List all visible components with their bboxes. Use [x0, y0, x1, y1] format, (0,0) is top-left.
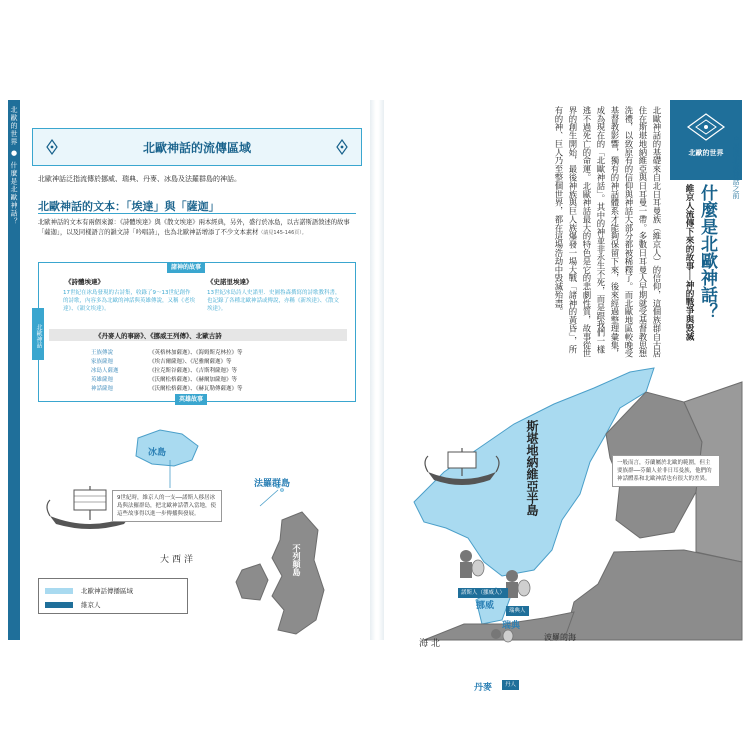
saga-works: 《英格林加薩迦》、《海姆斯克林拉》等 [149, 350, 243, 356]
saga-category: 英雄薩迦 [91, 377, 114, 383]
left-running-head: 北歐的世界 ● 什麼是北歐神話？ [10, 106, 18, 226]
scandinavia-map [384, 362, 742, 640]
saga-row [91, 358, 232, 367]
body-paragraph [38, 218, 356, 238]
saga-row [91, 367, 237, 376]
poetic-edda-title: 《詩體埃達》 [65, 278, 104, 286]
intro-text: 北歐神話泛指流傳於挪威、瑞典、丹麥、冰島及法羅群島的神話。 [38, 175, 241, 183]
saga-category: 冰島人薩迦 [91, 368, 119, 374]
norway-label: 挪威 [476, 601, 495, 611]
legend-label: 維京人 [81, 601, 101, 609]
subheading: 北歐神話的文本：「埃達」與「薩迦」 [38, 200, 220, 213]
iceland-note: 9世紀時，維京人的一支──諾斯人移居冰島與法羅群島，把北歐神話帶入當地，使這些故事得以進一步傳播與發展。 [112, 490, 222, 522]
left-page [8, 100, 370, 640]
legend-label: 北歐神話傳播區域 [81, 587, 133, 595]
saga-category: 家族薩迦 [91, 359, 114, 365]
heroes-tag: 英雄故事 [175, 394, 207, 405]
saga-works: 《沃爾松格薩迦》、《赫爾加薩迦》等 [149, 377, 238, 383]
sub-question: 維京人流傳下來的故事──神的戰爭與毀滅 [684, 184, 694, 341]
legend-swatch-viking [45, 602, 73, 608]
norse-people-tag: 諾斯人（挪威人） [458, 588, 508, 598]
swede-people-tag: 瑞典人 [506, 606, 529, 616]
subheading-rule [38, 213, 356, 214]
prose-edda-title: 《史諾里埃達》 [207, 278, 253, 286]
saga-row [91, 349, 243, 358]
saga-row [91, 385, 243, 394]
saga-row [91, 376, 237, 385]
section-title-box [32, 128, 362, 166]
legend-row [45, 600, 101, 609]
saga-works: 《沃爾松格薩迦》、《赫瓦勒傳薩迦》等 [149, 386, 243, 392]
saga-category: 王族傳說 [91, 350, 114, 356]
body-paragraph-text: 北歐神話的文本有兩個來源：《詩體埃達》與《散文埃達》兩本經典，另外，盛行於冰島，以古諾斯語敘述的故事「薩迦」，以及同樣語言的韻文詩「吟唱詩」，也為北歐神話增添了不少文本素材 [38, 219, 350, 236]
saga-works: 《拉克斯谷薩迦》、《吉斯利薩迦》等 [149, 368, 238, 374]
atlantic-label: 大西洋 [160, 555, 197, 565]
sweden-label: 瑞典 [502, 621, 521, 631]
peninsula-label: 斯堪地納維亞半島 [525, 420, 539, 516]
page-reference: （請見145-146頁）。 [258, 230, 307, 236]
left-side-strip [8, 100, 20, 640]
title-ornament-icon [337, 140, 347, 154]
poetic-edda-desc: 17世紀在冰島發現的古詩集，收錄了9～13世紀創作的詩歌，內容多為北歐的神話與英雄傳說，又稱《老埃達》、《韻文埃達》。 [63, 290, 196, 312]
panel-side-label: 北歐神話 [32, 308, 44, 360]
legend-swatch-area [45, 588, 73, 594]
map-legend [38, 578, 188, 614]
legend-row [45, 586, 133, 595]
sources-panel [38, 262, 356, 402]
main-question: 什麼是北歐神話？ [697, 184, 717, 320]
denmark-label: 丹麥 [474, 683, 493, 693]
north-sea-label: 北海 [417, 638, 439, 647]
saga-works: 《埃吉爾薩迦》、《尼雅爾薩迦》等 [149, 359, 232, 365]
body-text: 北歐神話的基礎來自北日耳曼族（維京人）的信仰，這個族群自古居住在斯堪地納維亞與日耳曼一帶。多數日耳曼人早期就受基督教思想洗禮，以致原有的信仰與神話大部分都被稀釋了。而北歐地區較晚受基督教影響，獨有的神話體系才能夠保留下來，後來經過整理彙集，成為現在的「北歐神話」。其中的神並非永生不死，而是跟我們一樣逃不過死亡的命運。北歐神話最大的特色是它的悲劇性質，故事從世界的創生開始，最後神族與巨人族爆發一場大戰「諸神的黃昏」，所有的神、巨人乃至整個世界，都在這場浩劫中毀滅殆盡。 [554, 106, 662, 358]
knot-ornament-icon [684, 112, 728, 142]
britain-label: 不列顛島 [292, 544, 302, 576]
finland-note: 一般而言，芬蘭屬於北歐的範圍，但主要族群──芬蘭人並非日耳曼族，他們的神話體系和北歐神話也有很大的差異。 [612, 455, 720, 487]
other-sources: 《丹麥人的事跡》、《挪威王列傳》、北歐古詩 [95, 332, 222, 340]
saga-category: 神話薩迦 [91, 386, 114, 392]
gods-tag: 諸神的故事 [167, 262, 205, 273]
right-running-head: 0 認識北歐神話之前 [732, 136, 740, 199]
book-gutter [370, 100, 384, 640]
dane-people-tag: 丹人 [502, 680, 519, 690]
prose-edda-desc: 13世紀冰島詩人史諾里．史圖魯森撰寫的詩歌教科書，也記錄了各種北歐神話或傳說，亦稱《新埃達》、《散文埃達》。 [207, 290, 341, 312]
faroe-label: 法羅群島 [254, 479, 291, 489]
section-title: 北歐神話的流傳區域 [142, 141, 251, 155]
chapter-caption: 北歐的世界 [688, 149, 724, 157]
iceland-label: 冰島 [148, 448, 167, 458]
baltic-label: 波羅的海 [544, 633, 576, 642]
right-page [384, 100, 742, 693]
